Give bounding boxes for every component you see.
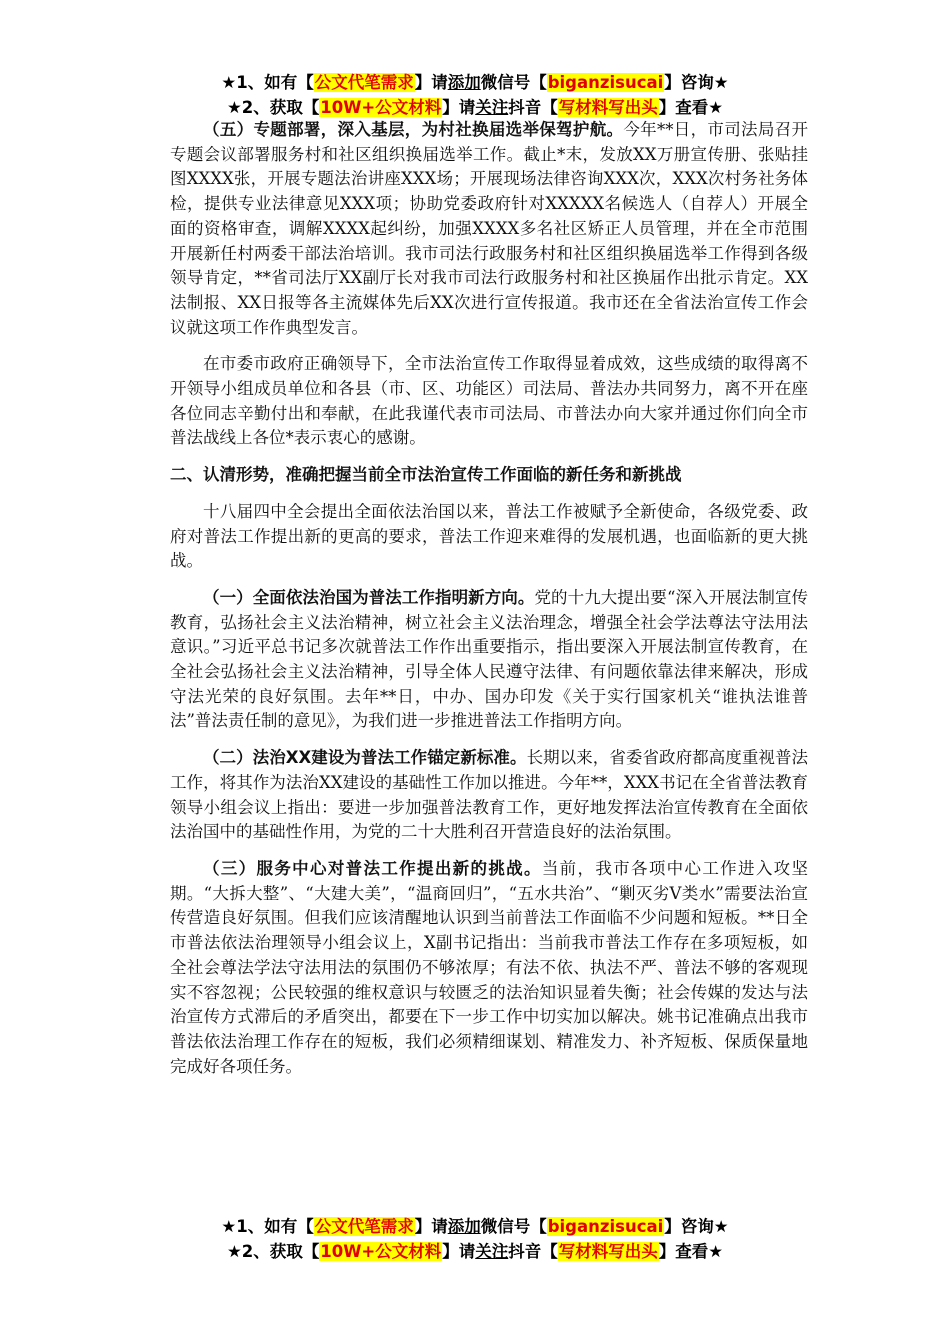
promo-banner-top: [0, 70, 950, 120]
promo-text: ★1、如有【: [221, 73, 314, 92]
promo-text: 抖音【: [508, 1242, 558, 1261]
promo-wechat-id: biganzisucai: [547, 73, 664, 92]
promo-underline: 关注: [475, 98, 509, 117]
promo-wechat-id: biganzisucai: [547, 1217, 664, 1236]
promo-text: 】查看★: [658, 1242, 724, 1261]
promo-highlight: 公文代笔需求: [314, 1217, 414, 1236]
promo-line-2: [0, 95, 950, 120]
paragraph-section-5: [170, 118, 808, 340]
paragraph-text: 当前，我市各项中心工作进入攻坚期。“大拆大整”、“大建大美”，“温商回归”，“五水共治”、“剿灭劣Ⅴ类水”需要法治宣传营造良好氛围。但我们应该清醒地认识到当前普法工作面临不少问题和短板。**日全市普法依法治理领导小组会议上，X副书记指出：当前我市普法工作存在多项短板，如全社会尊法学法守法用法的氛围仍不够浓厚；有法不依、执法不严、普法不够的客观现实不容忽视；公民较强的维权意识与较匮乏的法治知识显着失衡；社会传媒的发达与法治宣传方式滞后的矛盾突出，都要在下一步工作中切实加以解决。姚书记准确点出我市普法依法治理工作存在的短板，我们必须精细谋划、精准发力、补齐短板、保质保量地完成好各项任务。: [170, 858, 809, 1076]
paragraph-lead: （三）服务中心对普法工作提出新的挑战。: [203, 858, 542, 878]
paragraph-lead: （五）专题部署，深入基层，为村社换届选举保驾护航。: [203, 120, 624, 139]
promo-line-1: [0, 70, 950, 95]
promo-text: 微信号【: [480, 1217, 547, 1236]
promo-text: 】请: [442, 1242, 476, 1261]
promo-underline: 关注: [475, 1242, 509, 1261]
promo-text: 微信号【: [480, 73, 547, 92]
promo-banner-bottom: [0, 1214, 950, 1264]
promo-douyin-id: 写材料写出头: [558, 1242, 658, 1261]
promo-text: 抖音【: [508, 98, 558, 117]
paragraph-lead: （一）全面依法治国为普法工作指明新方向。: [203, 587, 535, 607]
paragraph-lead: （二）法治XX建设为普法工作锚定新标准。: [203, 748, 527, 768]
promo-text: 】请: [414, 1217, 448, 1236]
promo-underline: 添加: [447, 1217, 481, 1236]
paragraph-thanks: 在市委市政府正确领导下，全市法治宣传工作取得显着成效，这些成绩的取得离不开领导小组成员单位和各县（市、区、功能区）司法局、普法办共同努力，离不开在座各位同志辛勤付出和奉献，在此我谨代表市司法局、市普法办向大家并通过你们向全市普法战线上各位*表示衷心的感谢。: [170, 354, 808, 448]
promo-text: ★1、如有【: [221, 1217, 314, 1236]
promo-underline: 添加: [447, 73, 481, 92]
promo-text: 】咨询★: [664, 1217, 729, 1236]
promo-highlight: 10W+公文材料: [320, 98, 442, 117]
paragraph-point-1: [170, 586, 808, 734]
promo-line-2: [0, 1239, 950, 1264]
paragraph-intro: 十八届四中全会提出全面依法治国以来，普法工作被赋予全新使命，各级党委、政府对普法工作提出新的更高的要求，普法工作迎来难得的发展机遇，也面临新的更大挑战。: [170, 501, 808, 571]
paragraph-text: 长期以来，省委省政府都高度重视普法工作，将其作为法治XX建设的基础性工作加以推进。今年**，XXX书记在全省普法教育领导小组会议上指出：要进一步加强普法教育工作，更好地发挥法治宣传教育在全面依法治国中的基础性作用，为党的二十大胜利召开营造良好的法治氛围。: [170, 748, 808, 842]
promo-text: 】请: [442, 98, 476, 117]
promo-text: ★2、获取【: [226, 1242, 320, 1261]
promo-text: ★2、获取【: [226, 98, 320, 117]
paragraph-text: 今年**日，市司法局召开专题会议部署服务村和社区组织换届选举工作。截止*末，发放XX万册宣传册、张贴挂图XXXX张，开展专题法治讲座XXX场；开展现场法律咨询XXX次，XXX次村务社务体检，提供专业法律意见XXX项；协助党委政府针对XXXXX名候选人（自荐人）开展全面的资格审查，调解XXXX起纠纷，加强XXXX多名社区矫正人员管理，并在全市范围开展新任村两委干部法治培训。我市司法行政服务村和社区组织换届选举工作得到各级领导肯定，**省司法厅XX副厅长对我市司法行政服务村和社区换届作出批示肯定。XX法制报、XX日报等各主流媒体先后XX次进行宣传报道。我市还在全省法治宣传工作会议就这项工作作典型发言。: [170, 120, 809, 337]
promo-highlight: 10W+公文材料: [320, 1242, 442, 1261]
promo-text: 】咨询★: [664, 73, 729, 92]
section-heading-2: 二、认清形势，准确把握当前全市法治宣传工作面临的新任务和新挑战: [170, 465, 682, 485]
document-body: [170, 118, 808, 1091]
promo-line-1: [0, 1214, 950, 1239]
promo-text: 】查看★: [658, 98, 724, 117]
promo-douyin-id: 写材料写出头: [558, 98, 658, 117]
paragraph-point-2: [170, 746, 808, 845]
promo-highlight: 公文代笔需求: [314, 73, 414, 92]
promo-text: 】请: [414, 73, 448, 92]
paragraph-text: 党的十九大提出要“深入开展法制宣传教育，弘扬社会主义法治精神，树立社会主义法治理念，增强全社会学法尊法守法用法意识。”习近平总书记多次就普法工作作出重要指示，指出要深入开展法制宣传教育，在全社会弘扬社会主义法治精神，引导全体人民遵守法律、有问题依靠法律来解决，形成守法光荣的良好氛围。去年**日，中办、国办印发《关于实行国家机关“谁执法谁普法”普法责任制的意见》，为我们进一步推进普法工作指明方向。: [170, 587, 809, 731]
paragraph-point-3: [170, 857, 808, 1079]
